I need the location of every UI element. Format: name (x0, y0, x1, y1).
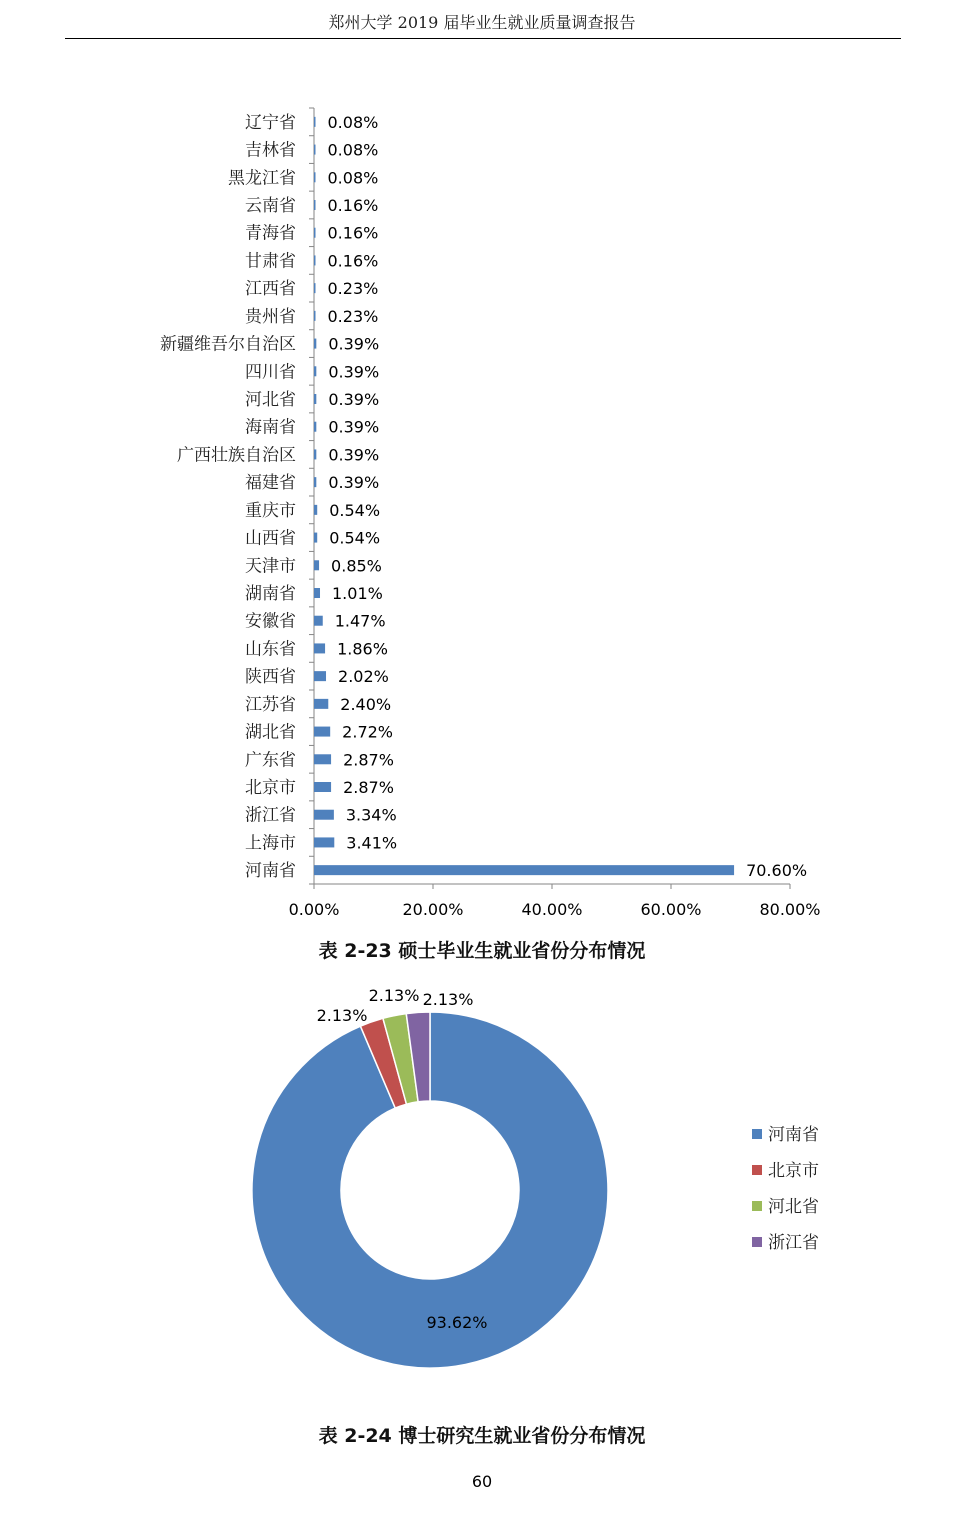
category-label: 天津市 (245, 556, 296, 577)
category-label: 安徽省 (245, 611, 296, 632)
doctors-chart-caption: 表 2-24 博士研究生就业省份分布情况 (318, 1425, 646, 1447)
category-label: 黑龙江省 (228, 168, 296, 189)
bar-value-label: 70.60% (746, 861, 808, 881)
legend-label: 河南省 (768, 1125, 819, 1145)
category-label: 新疆维吾尔自治区 (160, 334, 296, 355)
bar-value-label: 0.39% (328, 445, 380, 465)
page-number: 60 (471, 1472, 493, 1491)
category-label: 江苏省 (245, 694, 296, 715)
legend-label: 北京市 (768, 1161, 819, 1181)
category-label: 山东省 (245, 639, 296, 660)
slice-value-label: 93.62% (426, 1313, 488, 1332)
category-label: 四川省 (245, 362, 296, 383)
category-label: 上海市 (245, 833, 296, 854)
bar-value-label: 0.39% (328, 334, 380, 354)
slice-value-label: 2.13% (316, 1006, 368, 1025)
bar-value-label: 0.39% (328, 390, 380, 409)
bar-value-label: 0.23% (327, 279, 379, 299)
report-header-title: 郑州大学 2019 届毕业生就业质量调查报告 (328, 13, 636, 32)
x-tick-label: 80.00% (759, 900, 821, 919)
category-label: 陕西省 (245, 667, 296, 688)
bar-value-label: 1.86% (337, 639, 388, 659)
bar-value-label: 2.02% (338, 667, 389, 687)
category-label: 江西省 (245, 279, 296, 300)
category-label: 重庆市 (245, 500, 296, 521)
bar-value-label: 3.34% (345, 805, 397, 825)
legend-swatch (752, 1129, 762, 1139)
category-label: 贵州省 (245, 306, 296, 327)
category-label: 湖北省 (245, 722, 296, 743)
bar-value-label: 0.39% (328, 417, 380, 437)
bar-value-label: 0.54% (329, 500, 381, 520)
category-label: 北京市 (245, 778, 296, 798)
x-tick-label: 20.00% (402, 900, 464, 919)
category-label: 广东省 (245, 750, 296, 771)
bar-value-label: 0.16% (327, 251, 379, 271)
bar-value-label: 0.23% (327, 306, 379, 326)
category-label: 吉林省 (245, 140, 296, 161)
category-label: 山西省 (245, 528, 296, 549)
category-label: 辽宁省 (245, 112, 296, 133)
bar-value-label: 0.08% (327, 168, 379, 188)
x-tick-label: 0.00% (288, 900, 340, 919)
category-label: 云南省 (245, 196, 296, 216)
bar-value-label: 2.72% (342, 722, 394, 742)
slice-value-label: 2.13% (422, 990, 474, 1009)
bar-value-label: 1.47% (334, 611, 386, 631)
category-label: 福建省 (245, 473, 296, 494)
slice-value-label: 2.13% (368, 986, 420, 1005)
category-label: 广西壮族自治区 (177, 445, 296, 466)
bar-value-label: 0.16% (327, 196, 379, 215)
bar-value-label: 0.85% (331, 556, 382, 576)
masters-chart-caption: 表 2-23 硕士毕业生就业省份分布情况 (318, 940, 646, 962)
legend-swatch (752, 1201, 762, 1211)
category-label: 青海省 (245, 223, 296, 244)
legend-swatch (752, 1237, 762, 1247)
category-label: 湖南省 (245, 584, 296, 604)
category-label: 海南省 (245, 417, 296, 438)
bar-value-label: 0.08% (327, 112, 379, 132)
x-tick-label: 60.00% (640, 900, 702, 919)
category-label: 河南省 (245, 861, 296, 882)
legend-swatch (752, 1165, 762, 1175)
bar-value-label: 0.08% (327, 140, 379, 160)
bar-value-label: 3.41% (346, 833, 398, 853)
bar-value-label: 0.54% (329, 528, 381, 548)
bar-value-label: 2.87% (343, 778, 394, 797)
bar-value-label: 0.39% (328, 362, 380, 382)
category-label: 浙江省 (245, 805, 296, 826)
bar-value-label: 2.87% (343, 750, 394, 770)
bar-value-label: 0.39% (328, 473, 380, 493)
legend-label: 河北省 (768, 1197, 819, 1217)
bar-value-label: 2.40% (340, 694, 392, 714)
x-tick-label: 40.00% (521, 900, 583, 919)
bar-value-label: 1.01% (332, 584, 383, 603)
category-label: 甘肃省 (245, 251, 296, 272)
category-label: 河北省 (245, 390, 296, 410)
bar-value-label: 0.16% (327, 223, 379, 243)
legend-label: 浙江省 (768, 1233, 819, 1253)
